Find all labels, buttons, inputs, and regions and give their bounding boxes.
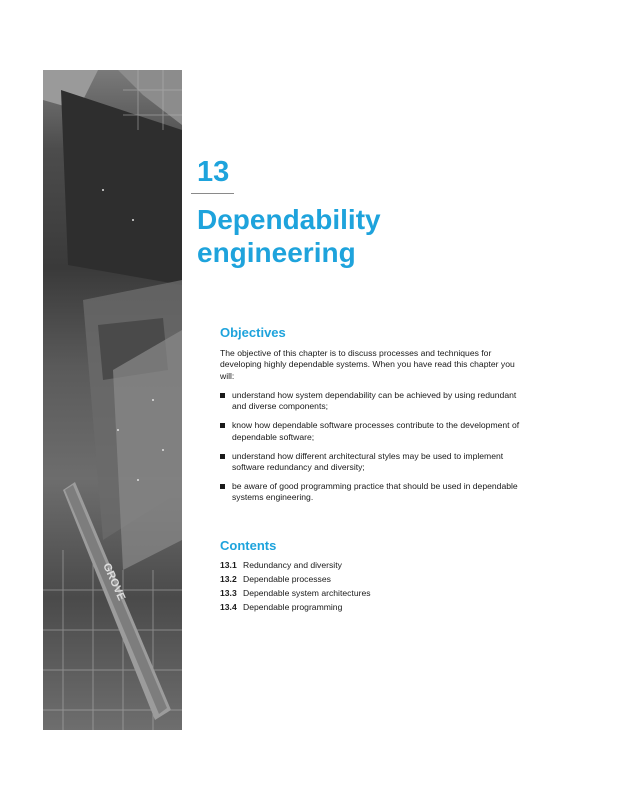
contents-item-number: 13.2 — [220, 574, 237, 584]
objective-text: be aware of good programming practice that should be used in dependable systems engineering. — [232, 480, 518, 503]
bullet-square-icon — [220, 393, 225, 398]
contents-item-title: Dependable programming — [243, 602, 343, 612]
objectives-intro: The objective of this chapter is to discuss processes and techniques for developing highly dependable systems. When you have read this chapter you will: — [220, 348, 515, 381]
bullet-square-icon — [220, 484, 225, 489]
contents-item-title: Redundancy and diversity — [243, 560, 342, 570]
chapter-number: 13 — [197, 156, 230, 188]
bullet-square-icon — [220, 454, 225, 459]
contents-heading: Contents — [220, 538, 277, 553]
objective-item — [220, 420, 520, 443]
crane-label: GROVE — [100, 561, 128, 603]
contents-item-number: 13.1 — [220, 560, 237, 570]
objective-item — [220, 390, 520, 413]
objective-text: understand how system dependability can be achieved by using redundant and diverse components; — [232, 390, 517, 412]
bullet-square-icon — [220, 423, 225, 428]
contents-item — [220, 572, 371, 586]
chapter-cover-photo — [43, 70, 182, 730]
chapter-number-rule — [191, 193, 234, 194]
contents-item — [220, 558, 371, 572]
objective-text: understand how different architectural styles may be used to implement software redundancy and diversity; — [232, 450, 504, 472]
contents-item — [220, 600, 371, 614]
contents-item — [220, 586, 371, 600]
objective-item — [220, 481, 520, 504]
construction-photo-graphic — [43, 70, 182, 730]
contents-item-title: Dependable processes — [243, 574, 331, 584]
objectives-heading: Objectives — [220, 325, 286, 340]
chapter-title: Dependability engineering — [197, 204, 381, 268]
objective-item — [220, 451, 520, 474]
contents-item-title: Dependable system architectures — [243, 588, 371, 598]
contents-list — [220, 558, 371, 614]
objectives-list — [220, 390, 520, 511]
objective-text: know how dependable software processes contribute to the development of dependable software; — [232, 420, 520, 442]
contents-item-number: 13.4 — [220, 602, 237, 612]
contents-item-number: 13.3 — [220, 588, 237, 598]
